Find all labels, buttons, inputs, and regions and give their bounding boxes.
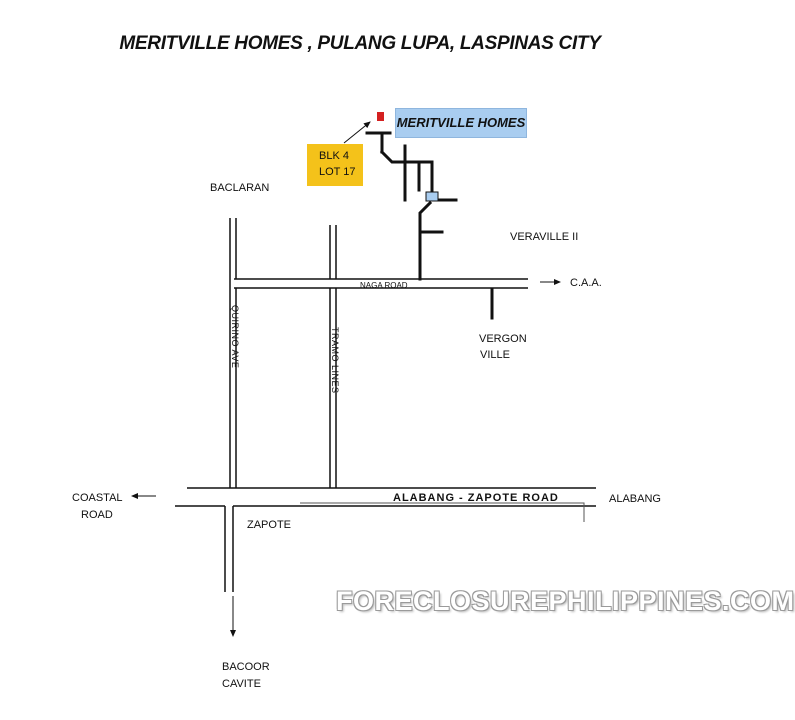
place-baclaran: BACLARAN [210,182,270,194]
destination-label-box [395,108,527,138]
lot-label-box [307,144,363,186]
place-vergon-line1: VERGON [479,333,527,345]
place-caa: C.A.A. [570,277,602,289]
destination-label: MERITVILLE HOMES [396,115,526,130]
road-label-naga: NAGA ROAD [360,281,408,290]
quirino-ave-road [225,218,236,592]
lot-number: LOT 17 [319,166,356,178]
place-veraville: VERAVILLE II [510,231,579,243]
place-vergon-line2: VILLE [480,349,510,361]
watermark-text: FORECLOSUREPHILIPPINES.COM [336,586,795,616]
map-title: MERITVILLE HOMES , PULANG LUPA, LASPINAS CITY [119,33,601,54]
road-label-quirino: QUIRINO AVE [230,305,240,369]
place-coastal-line1: COASTAL [72,492,123,504]
place-bacoor-line2: CAVITE [222,678,261,690]
road-label-alabang-zapote: ALABANG - ZAPOTE ROAD [393,492,559,504]
lot-block: BLK 4 [319,150,349,162]
gate-marker [426,192,438,201]
road-label-tramo: TRAMO LINES [330,327,340,394]
place-alabang: ALABANG [609,493,661,505]
lot-marker [377,112,384,121]
place-zapote: ZAPOTE [247,519,292,531]
place-coastal-line2: ROAD [81,509,113,521]
place-bacoor-line1: BACOOR [222,661,270,673]
